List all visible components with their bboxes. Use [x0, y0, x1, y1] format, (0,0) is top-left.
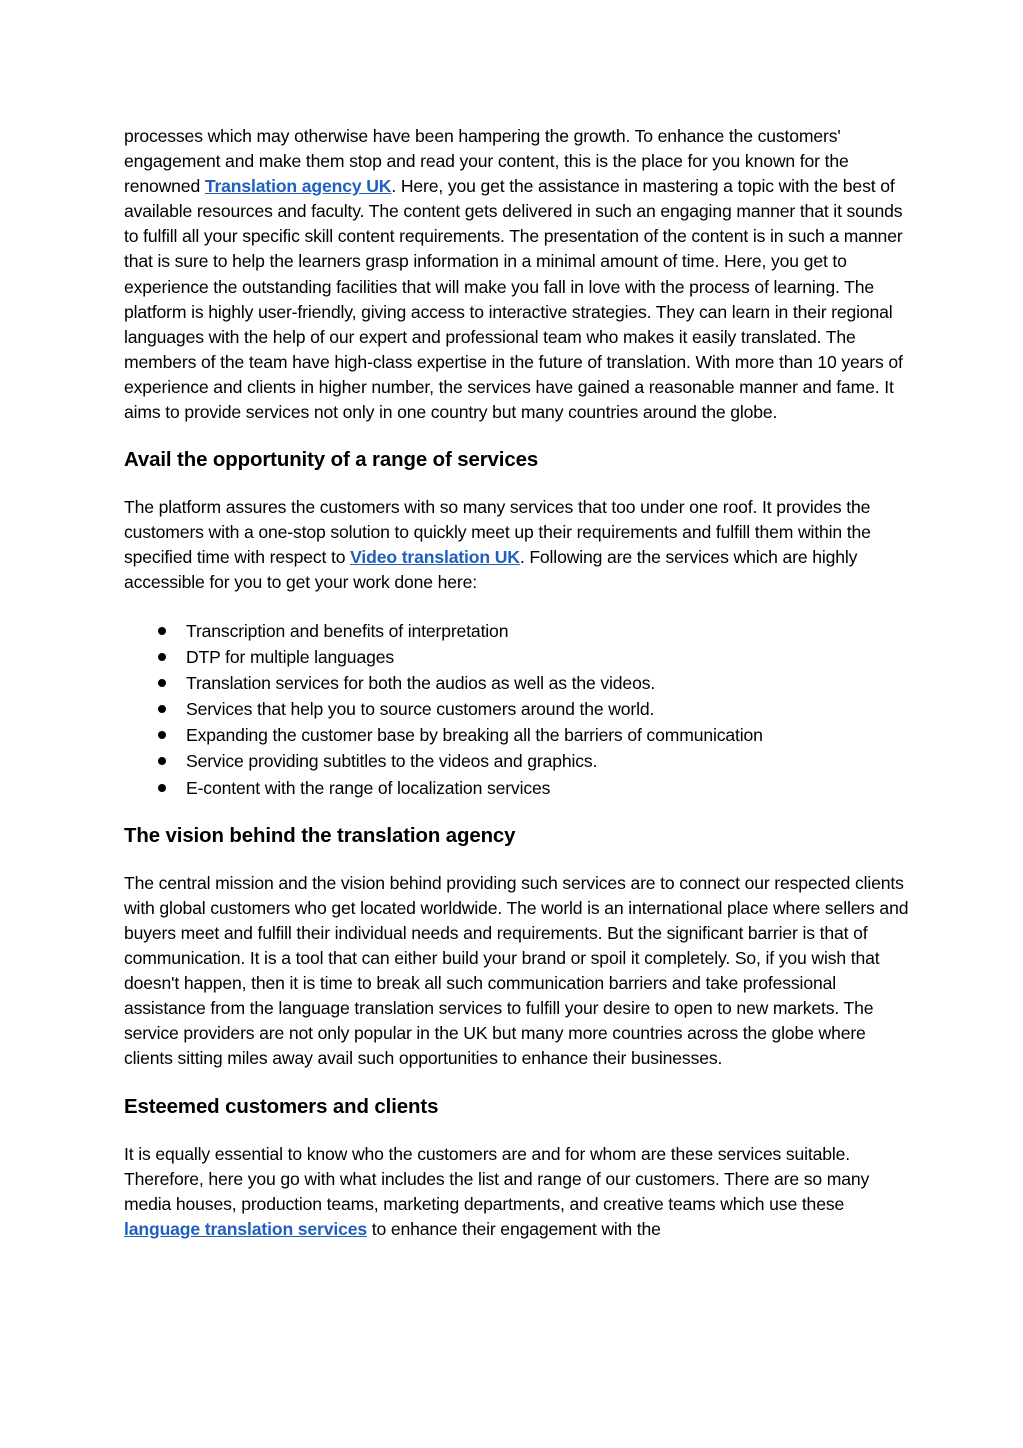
clients-text-before-link: It is equally essential to know who the customers are and for whom are these services suitable. Therefore, here you go with what includes the list and range of our customers. There are so many media houses, production teams, marketing departments, and creative teams which use these [124, 1143, 870, 1214]
language-translation-services-link[interactable]: language translation services [124, 1218, 368, 1239]
list-item [124, 722, 914, 748]
list-item-text: Services that help you to source customers around the world. [186, 699, 655, 720]
list-item-text: Transcription and benefits of interpretation [186, 620, 509, 641]
list-item-text: Service providing subtitles to the videos and graphics. [186, 751, 598, 772]
services-text-before-link: The platform assures the customers with so many services that too under one roof. It provides the customers with a one-stop solution to quickly meet up their requirements and fulfill them within the specified time with respect to [124, 497, 871, 568]
bullet-icon [158, 731, 166, 739]
intro-text-before-link: processes which may otherwise have been hampering the growth. To enhance the customers' engagement and make them stop and read your content, this is the place for you known for the renowned [124, 126, 849, 197]
bullet-icon [158, 679, 166, 687]
services-paragraph [124, 495, 914, 595]
bullet-icon [158, 784, 166, 792]
clients-text-after-link: to enhance their engagement with the [367, 1218, 661, 1239]
clients-heading: Esteemed customers and clients [124, 1095, 439, 1118]
list-item [124, 748, 914, 774]
vision-paragraph: The central mission and the vision behind providing such services are to connect our respected clients with global customers who get located worldwide. The world is an international place where sellers and buyers meet and fulfill their individual needs and requirements. But the significant barrier is that of communication. It is a tool that can either build your brand or spoil it completely. So, if you wish that doesn't happen, then it is time to break all such communication barriers and take professional assistance from the language translation services to fulfill your desire to open to new markets. The service providers are not only popular in the UK but many more countries across the globe where clients sitting miles away avail such opportunities to enhance their businesses. [124, 872, 909, 1069]
services-text-after-link: . Following are the services which are highly accessible for you to get your work done here: [124, 547, 858, 593]
services-list [124, 618, 914, 801]
video-translation-uk-link[interactable]: Video translation UK [350, 547, 520, 568]
list-item-text: E-content with the range of localization services [186, 777, 551, 798]
clients-paragraph [124, 1142, 914, 1242]
bullet-icon [158, 757, 166, 765]
list-item [124, 644, 914, 670]
list-item [124, 670, 914, 696]
vision-heading: The vision behind the translation agency [124, 824, 516, 847]
intro-text-after-link: . Here, you get the assistance in mastering a topic with the best of available resources and faculty. The content gets delivered in such an engaging manner that it sounds to fulfill all your specific skill content requirements. The presentation of the content is in such a manner that is sure to help the learners grasp information in a minimal amount of time. Here, you get to experience the outstanding facilities that will make you fall in love with the process of learning. The platform is highly user-friendly, giving access to interactive strategies. They can learn in their regional languages with the help of our expert and professional team who makes it easily translated. The members of the team have high-class expertise in the future of translation. With more than 10 years of experience and clients in higher number, the services have gained a reasonable manner and fame. It aims to provide services not only in one country but many countries around the globe. [124, 176, 903, 423]
list-item-text: DTP for multiple languages [186, 646, 394, 667]
list-item-text: Expanding the customer base by breaking all the barriers of communication [186, 725, 763, 746]
list-item [124, 775, 914, 801]
bullet-icon [158, 627, 166, 635]
services-heading: Avail the opportunity of a range of services [124, 449, 539, 472]
list-item [124, 696, 914, 722]
list-item-text: Translation services for both the audios as well as the videos. [186, 672, 656, 693]
bullet-icon [158, 653, 166, 661]
document-page [124, 124, 914, 1242]
intro-paragraph [124, 124, 914, 425]
list-item [124, 618, 914, 644]
translation-agency-uk-link[interactable]: Translation agency UK [204, 176, 392, 197]
bullet-icon [158, 705, 166, 713]
